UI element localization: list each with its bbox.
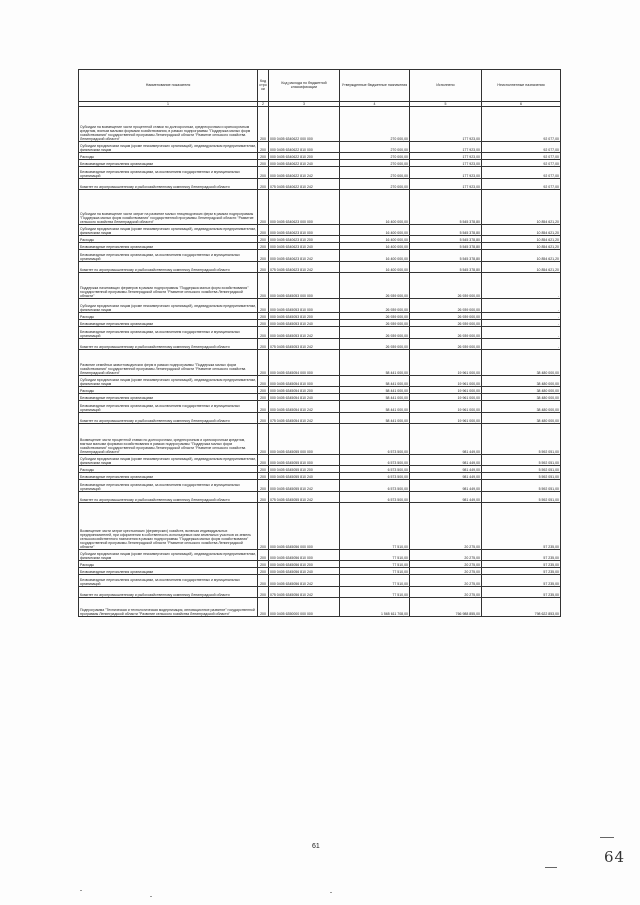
cell-remaining: 5 592 051,00 (482, 455, 561, 466)
cell-indicator-name: Комитет по агропромышленному и рыбохозяйственному комплексу Ленинградской области (79, 339, 258, 350)
cell-budget-code: 000 0405 6350000 000 000 (269, 598, 340, 617)
cell-line-code: 200 (258, 339, 269, 350)
table-row (79, 568, 561, 575)
cell-remaining: 57 235,00 (482, 561, 561, 568)
cell-approved: 26 939 000,00 (340, 339, 410, 350)
cell-budget-code: 000 0405 6340623 810 200 (269, 236, 340, 243)
cell-budget-code: 000 0405 6340622 810 240 (269, 160, 340, 167)
cell-budget-code: 075 0405 6345055 810 242 (269, 492, 340, 503)
cell-executed: 19 961 000,00 (410, 401, 482, 413)
cell-remaining: 38 480 000,00 (482, 387, 561, 394)
cell-line-code: 200 (258, 167, 269, 179)
cell-approved: 16 400 000,00 (340, 250, 410, 262)
table-row (79, 350, 561, 376)
table-row (79, 273, 561, 299)
column-number: 5 (410, 101, 482, 107)
cell-executed: 177 923,00 (410, 153, 482, 160)
cell-executed: 19 961 000,00 (410, 350, 482, 376)
cell-indicator-name: Субсидии юридическим лицам (кроме некоммерческих организаций), индивидуальным предпринимателям, физическим лицам (79, 225, 258, 236)
cell-remaining: 92 077,00 (482, 167, 561, 179)
header-line-code: Код стро ки (258, 70, 269, 102)
cell-indicator-name: Безвозмездные перечисления организациям, за исключением государственных и муниципальных организаций (79, 167, 258, 179)
cell-remaining: 57 235,00 (482, 575, 561, 587)
cell-budget-code: 000 0405 6340622 810 000 (269, 142, 340, 153)
cell-approved: 58 441 000,00 (340, 376, 410, 387)
cell-budget-code: 000 0405 6345054 000 000 (269, 350, 340, 376)
cell-line-code: 200 (258, 299, 269, 313)
cell-line-code: 200 (258, 327, 269, 339)
cell-line-code: 200 (258, 313, 269, 320)
cell-indicator-name: Расходы (79, 313, 258, 320)
cell-indicator-name: Комитет по агропромышленному и рыбохозяйственному комплексу Ленинградской области (79, 179, 258, 190)
cell-indicator-name: Возмещение части затрат крестьянских (фермерских) хозяйств, включая индивидуальных предпринимателей, при оформлении в собственность используемых ими земельных участков из земель сельскохозяйственного назначения в рамках подпрограммы "Поддержка малых форм хозяйствования" государственной программы Ленинградской области "Развитие сельского хозяйства Ленинградской области" (79, 503, 258, 550)
cell-indicator-name: Безвозмездные перечисления организациям (79, 160, 258, 167)
table-row (79, 598, 561, 617)
cell-line-code: 200 (258, 401, 269, 413)
cell-remaining: 57 235,00 (482, 503, 561, 550)
cell-budget-code: 000 0405 6345054 810 242 (269, 401, 340, 413)
cell-executed: 5 545 378,80 (410, 250, 482, 262)
cell-remaining: 5 592 051,00 (482, 466, 561, 473)
cell-approved: 270 000,00 (340, 142, 410, 153)
cell-remaining: 38 480 000,00 (482, 350, 561, 376)
cell-executed: 26 939 000,00 (410, 320, 482, 327)
cell-remaining: - (482, 273, 561, 299)
header-budget-classification-code: Код расхода по бюджетной классификации (269, 70, 340, 102)
cell-executed: 20 275,00 (410, 575, 482, 587)
cell-approved: 16 400 000,00 (340, 243, 410, 250)
cell-budget-code: 000 0405 6340622 810 242 (269, 167, 340, 179)
cell-remaining: 92 077,00 (482, 160, 561, 167)
cell-executed: 19 961 000,00 (410, 413, 482, 424)
cell-approved: 58 441 000,00 (340, 401, 410, 413)
cell-line-code: 200 (258, 190, 269, 225)
table-body (79, 107, 561, 617)
cell-executed: 20 275,00 (410, 550, 482, 561)
cell-executed: 177 923,00 (410, 107, 482, 142)
header-indicator-name: Наименование показателя (79, 70, 258, 102)
cell-approved: 77 510,00 (340, 561, 410, 568)
cell-line-code: 200 (258, 179, 269, 190)
cell-indicator-name: Комитет по агропромышленному и рыбохозяйственному комплексу Ленинградской области (79, 587, 258, 598)
cell-remaining: 10 854 621,20 (482, 250, 561, 262)
cell-line-code: 200 (258, 142, 269, 153)
cell-remaining: 38 480 000,00 (482, 401, 561, 413)
cell-budget-code: 000 0405 6340623 810 000 (269, 225, 340, 236)
cell-indicator-name: Поддержка начинающих фермеров в рамках подпрограммы "Поддержка малых форм хозяйствования" государственной программы Ленинградской области "Развитие сельского хозяйства Ленинградской области" (79, 273, 258, 299)
header-executed: Исполнено (410, 70, 482, 102)
cell-remaining: - (482, 339, 561, 350)
cell-budget-code: 000 0405 6345053 810 240 (269, 320, 340, 327)
cell-line-code: 200 (258, 320, 269, 327)
table-row (79, 262, 561, 273)
cell-line-code: 200 (258, 503, 269, 550)
cell-remaining: - (482, 320, 561, 327)
cell-indicator-name: Расходы (79, 466, 258, 473)
table-row (79, 424, 561, 455)
scan-artifact (330, 892, 332, 893)
cell-approved: 270 000,00 (340, 167, 410, 179)
cell-executed: 981 449,00 (410, 473, 482, 480)
page-number: 61 (312, 843, 320, 850)
cell-budget-code: 075 0405 6345056 810 242 (269, 587, 340, 598)
cell-line-code: 200 (258, 236, 269, 243)
cell-indicator-name: Субсидии юридическим лицам (кроме некоммерческих организаций), индивидуальным предпринимателям, физическим лицам (79, 550, 258, 561)
cell-budget-code: 000 0405 6345053 810 200 (269, 313, 340, 320)
cell-indicator-name: Расходы (79, 153, 258, 160)
table-row (79, 107, 561, 142)
cell-approved: 6 573 500,00 (340, 455, 410, 466)
table-row (79, 167, 561, 179)
cell-executed: 26 939 000,00 (410, 313, 482, 320)
cell-budget-code: 000 0405 6340623 810 240 (269, 243, 340, 250)
cell-budget-code: 000 0405 6345053 810 242 (269, 327, 340, 339)
cell-remaining: 38 480 000,00 (482, 394, 561, 401)
cell-indicator-name: Расходы (79, 236, 258, 243)
cell-executed: 19 961 000,00 (410, 394, 482, 401)
cell-line-code: 200 (258, 153, 269, 160)
cell-line-code: 200 (258, 587, 269, 598)
cell-line-code: 200 (258, 262, 269, 273)
cell-remaining: 798 622 853,00 (482, 598, 561, 617)
cell-budget-code: 075 0405 6340622 810 242 (269, 179, 340, 190)
table-row (79, 225, 561, 236)
cell-remaining: 57 235,00 (482, 568, 561, 575)
cell-indicator-name: Безвозмездные перечисления организациям (79, 473, 258, 480)
cell-remaining: 10 854 621,20 (482, 262, 561, 273)
table-row (79, 503, 561, 550)
cell-approved: 16 400 000,00 (340, 225, 410, 236)
cell-budget-code: 000 0405 6345053 000 000 (269, 273, 340, 299)
cell-executed: 981 449,00 (410, 480, 482, 492)
cell-indicator-name: Безвозмездные перечисления организациям (79, 320, 258, 327)
scan-artifact (600, 837, 614, 838)
cell-budget-code: 000 0405 6345056 810 000 (269, 550, 340, 561)
cell-remaining: 5 592 051,00 (482, 480, 561, 492)
cell-remaining: 5 592 051,00 (482, 473, 561, 480)
cell-line-code: 200 (258, 561, 269, 568)
table-row (79, 387, 561, 394)
cell-executed: 20 275,00 (410, 561, 482, 568)
table-row (79, 587, 561, 598)
cell-approved: 270 000,00 (340, 179, 410, 190)
cell-line-code: 200 (258, 550, 269, 561)
cell-executed: 177 923,00 (410, 160, 482, 167)
column-number: 3 (269, 101, 340, 107)
cell-indicator-name: Безвозмездные перечисления организациям (79, 394, 258, 401)
cell-budget-code: 000 0405 6345056 810 240 (269, 568, 340, 575)
cell-indicator-name: Комитет по агропромышленному и рыбохозяйственному комплексу Ленинградской области (79, 492, 258, 503)
cell-remaining: - (482, 327, 561, 339)
cell-approved: 77 510,00 (340, 550, 410, 561)
cell-indicator-name: Комитет по агропромышленному и рыбохозяйственному комплексу Ленинградской области (79, 262, 258, 273)
cell-remaining: 92 077,00 (482, 107, 561, 142)
header-approved-appropriations: Утвержденные бюджетные назначения (340, 70, 410, 102)
table-row (79, 299, 561, 313)
cell-executed: 5 545 378,80 (410, 243, 482, 250)
table-row (79, 250, 561, 262)
table-row (79, 492, 561, 503)
cell-approved: 270 000,00 (340, 107, 410, 142)
table-row (79, 550, 561, 561)
cell-approved: 6 573 500,00 (340, 480, 410, 492)
cell-indicator-name: Комитет по агропромышленному и рыбохозяйственному комплексу Ленинградской области (79, 413, 258, 424)
table-row (79, 327, 561, 339)
cell-indicator-name: Субсидии юридическим лицам (кроме некоммерческих организаций), индивидуальным предпринимателям, физическим лицам (79, 299, 258, 313)
cell-budget-code: 000 0405 6345056 810 242 (269, 575, 340, 587)
cell-budget-code: 075 0405 6345054 810 242 (269, 413, 340, 424)
cell-line-code: 200 (258, 350, 269, 376)
cell-remaining: 10 854 621,20 (482, 243, 561, 250)
cell-approved: 58 441 000,00 (340, 394, 410, 401)
table-row (79, 401, 561, 413)
cell-executed: 177 923,00 (410, 179, 482, 190)
table-row (79, 480, 561, 492)
cell-remaining: 92 077,00 (482, 142, 561, 153)
cell-line-code: 200 (258, 273, 269, 299)
cell-approved: 16 400 000,00 (340, 262, 410, 273)
cell-indicator-name: Подпрограмма "Техническая и технологическая модернизация, инновационное развитие" государственной программы Ленинградской области "Развитие сельского хозяйства Ленинградской области" (79, 598, 258, 617)
cell-line-code: 200 (258, 598, 269, 617)
table-row (79, 142, 561, 153)
cell-executed: 19 961 000,00 (410, 376, 482, 387)
cell-executed: 981 449,00 (410, 455, 482, 466)
table-row (79, 179, 561, 190)
cell-executed: 5 545 378,80 (410, 225, 482, 236)
cell-line-code: 200 (258, 243, 269, 250)
cell-executed: 177 923,00 (410, 167, 482, 179)
cell-budget-code: 000 0405 6340622 810 200 (269, 153, 340, 160)
cell-remaining: 10 854 621,20 (482, 225, 561, 236)
cell-approved: 6 573 500,00 (340, 473, 410, 480)
cell-remaining: 57 235,00 (482, 587, 561, 598)
cell-executed: 5 545 378,80 (410, 190, 482, 225)
cell-approved: 6 573 500,00 (340, 466, 410, 473)
cell-remaining: 10 854 621,20 (482, 190, 561, 225)
cell-executed: 20 275,00 (410, 587, 482, 598)
cell-approved: 77 510,00 (340, 587, 410, 598)
cell-line-code: 200 (258, 455, 269, 466)
budget-execution-table (78, 69, 561, 617)
cell-budget-code: 000 0405 6345054 810 200 (269, 387, 340, 394)
cell-indicator-name: Субсидии юридическим лицам (кроме некоммерческих организаций), индивидуальным предпринимателям, физическим лицам (79, 376, 258, 387)
cell-executed: 177 923,00 (410, 142, 482, 153)
cell-executed: 26 939 000,00 (410, 339, 482, 350)
cell-approved: 26 939 000,00 (340, 320, 410, 327)
table-row (79, 320, 561, 327)
table-row (79, 190, 561, 225)
cell-line-code: 200 (258, 160, 269, 167)
cell-indicator-name: Безвозмездные перечисления организациям, за исключением государственных и муниципальных организаций (79, 480, 258, 492)
cell-indicator-name: Безвозмездные перечисления организациям, за исключением государственных и муниципальных организаций (79, 327, 258, 339)
table-row (79, 339, 561, 350)
cell-approved: 26 939 000,00 (340, 327, 410, 339)
cell-approved: 26 939 000,00 (340, 313, 410, 320)
cell-executed: 26 939 000,00 (410, 299, 482, 313)
table-row (79, 376, 561, 387)
cell-indicator-name: Субсидии на возмещение части затрат на развитие малых птицеводческих ферм в рамках подпрограммы "Поддержка малых форм хозяйствования" государственной программы Ленинградской области "Развитие сельского хозяйства Ленинградской области" (79, 190, 258, 225)
table-row (79, 473, 561, 480)
cell-executed: 26 939 000,00 (410, 327, 482, 339)
cell-remaining: 10 854 621,20 (482, 236, 561, 243)
cell-budget-code: 000 0405 6345055 810 242 (269, 480, 340, 492)
cell-indicator-name: Субсидии на возмещение части процентной ставки по долгосрочным, среднесрочным и краткосрочным кредитам, взятым малыми формами хозяйствования, в рамках подпрограммы "Поддержка малых форм хозяйствования" государственной программы Ленинградской области "Развитие сельского хозяйства Ленинградской области" (79, 107, 258, 142)
cell-approved: 77 510,00 (340, 568, 410, 575)
column-number: 2 (258, 101, 269, 107)
cell-executed: 766 988 855,00 (410, 598, 482, 617)
cell-budget-code: 000 0405 6345055 810 240 (269, 473, 340, 480)
table-row (79, 561, 561, 568)
cell-budget-code: 000 0405 6345054 810 240 (269, 394, 340, 401)
scan-artifact (80, 890, 82, 891)
cell-line-code: 200 (258, 568, 269, 575)
column-number: 6 (482, 101, 561, 107)
cell-indicator-name: Возмещение части процентной ставки по долгосрочным, среднесрочным и краткосрочным кредитам, взятым малыми формами хозяйствования в рамках подпрограммы "Поддержка малых форм хозяйствования" государственной программы Ленинградской области "Развитие сельского хозяйства Ленинградской области" (79, 424, 258, 455)
table-header-row (79, 70, 561, 102)
table-row (79, 466, 561, 473)
cell-approved: 26 939 000,00 (340, 273, 410, 299)
table-row (79, 575, 561, 587)
cell-line-code: 200 (258, 424, 269, 455)
cell-budget-code: 000 0405 6340622 000 000 (269, 107, 340, 142)
cell-line-code: 200 (258, 480, 269, 492)
cell-executed: 981 449,00 (410, 424, 482, 455)
cell-approved: 16 400 000,00 (340, 236, 410, 243)
cell-indicator-name: Развитие семейных животноводческих ферм в рамках подпрограммы "Поддержка малых форм хозяйствования" государственной программы Ленинградской области "Развитие сельского хозяйства Ленинградской области" (79, 350, 258, 376)
cell-executed: 981 449,00 (410, 492, 482, 503)
cell-line-code: 200 (258, 107, 269, 142)
cell-line-code: 200 (258, 394, 269, 401)
cell-indicator-name: Расходы (79, 561, 258, 568)
cell-remaining: 38 480 000,00 (482, 376, 561, 387)
cell-budget-code: 000 0405 6340623 000 000 (269, 190, 340, 225)
cell-indicator-name: Безвозмездные перечисления организациям, за исключением государственных и муниципальных организаций (79, 575, 258, 587)
cell-executed: 981 449,00 (410, 466, 482, 473)
cell-executed: 26 939 000,00 (410, 273, 482, 299)
cell-remaining: - (482, 313, 561, 320)
header-unexecuted-appropriations: Неисполненные назначения (482, 70, 561, 102)
cell-approved: 58 441 000,00 (340, 350, 410, 376)
cell-remaining: 5 592 051,00 (482, 424, 561, 455)
cell-budget-code: 000 0405 6345054 810 000 (269, 376, 340, 387)
cell-approved: 77 510,00 (340, 503, 410, 550)
cell-budget-code: 000 0405 6345055 810 200 (269, 466, 340, 473)
cell-budget-code: 075 0405 6340623 810 242 (269, 262, 340, 273)
cell-approved: 58 441 000,00 (340, 387, 410, 394)
cell-remaining: - (482, 299, 561, 313)
table-row (79, 413, 561, 424)
cell-approved: 1 565 611 708,00 (340, 598, 410, 617)
cell-approved: 58 441 000,00 (340, 413, 410, 424)
cell-indicator-name: Безвозмездные перечисления организациям, за исключением государственных и муниципальных организаций (79, 250, 258, 262)
cell-approved: 6 573 500,00 (340, 492, 410, 503)
cell-executed: 5 545 378,80 (410, 262, 482, 273)
handwritten-page-number: 64 (604, 848, 626, 866)
table-row (79, 394, 561, 401)
cell-remaining: 92 077,00 (482, 179, 561, 190)
cell-indicator-name: Безвозмездные перечисления организациям (79, 568, 258, 575)
cell-indicator-name: Расходы (79, 387, 258, 394)
table-row (79, 153, 561, 160)
table-row (79, 455, 561, 466)
cell-budget-code: 000 0405 6345055 000 000 (269, 424, 340, 455)
cell-remaining: 38 480 000,00 (482, 413, 561, 424)
cell-budget-code: 000 0405 6340623 810 242 (269, 250, 340, 262)
cell-remaining: 5 592 051,00 (482, 492, 561, 503)
cell-line-code: 200 (258, 376, 269, 387)
cell-line-code: 200 (258, 387, 269, 394)
table-row (79, 313, 561, 320)
cell-indicator-name: Безвозмездные перечисления организациям, за исключением государственных и муниципальных организаций (79, 401, 258, 413)
cell-remaining: 57 235,00 (482, 550, 561, 561)
cell-budget-code: 075 0405 6345053 810 242 (269, 339, 340, 350)
cell-line-code: 200 (258, 473, 269, 480)
cell-approved: 26 939 000,00 (340, 299, 410, 313)
cell-approved: 270 000,00 (340, 153, 410, 160)
cell-executed: 19 961 000,00 (410, 387, 482, 394)
cell-indicator-name: Безвозмездные перечисления организациям (79, 243, 258, 250)
column-number: 4 (340, 101, 410, 107)
cell-line-code: 200 (258, 575, 269, 587)
cell-budget-code: 000 0405 6345056 810 200 (269, 561, 340, 568)
cell-executed: 20 275,00 (410, 503, 482, 550)
cell-indicator-name: Субсидии юридическим лицам (кроме некоммерческих организаций), индивидуальным предпринимателям, физическим лицам (79, 455, 258, 466)
cell-executed: 20 275,00 (410, 568, 482, 575)
cell-approved: 16 400 000,00 (340, 190, 410, 225)
cell-approved: 6 573 500,00 (340, 424, 410, 455)
cell-budget-code: 000 0405 6345055 810 000 (269, 455, 340, 466)
scan-artifact (545, 867, 557, 868)
cell-budget-code: 000 0405 6345056 000 000 (269, 503, 340, 550)
cell-approved: 270 000,00 (340, 160, 410, 167)
cell-executed: 5 545 378,80 (410, 236, 482, 243)
cell-line-code: 200 (258, 413, 269, 424)
cell-remaining: 92 077,00 (482, 153, 561, 160)
cell-line-code: 200 (258, 225, 269, 236)
cell-approved: 77 510,00 (340, 575, 410, 587)
column-number: 1 (79, 101, 258, 107)
cell-line-code: 200 (258, 466, 269, 473)
cell-line-code: 200 (258, 250, 269, 262)
table-row (79, 160, 561, 167)
cell-budget-code: 000 0405 6345053 810 000 (269, 299, 340, 313)
table-row (79, 236, 561, 243)
cell-indicator-name: Субсидии юридическим лицам (кроме некоммерческих организаций), индивидуальным предпринимателям, физическим лицам (79, 142, 258, 153)
scan-artifact (150, 896, 152, 897)
cell-line-code: 200 (258, 492, 269, 503)
table-row (79, 243, 561, 250)
